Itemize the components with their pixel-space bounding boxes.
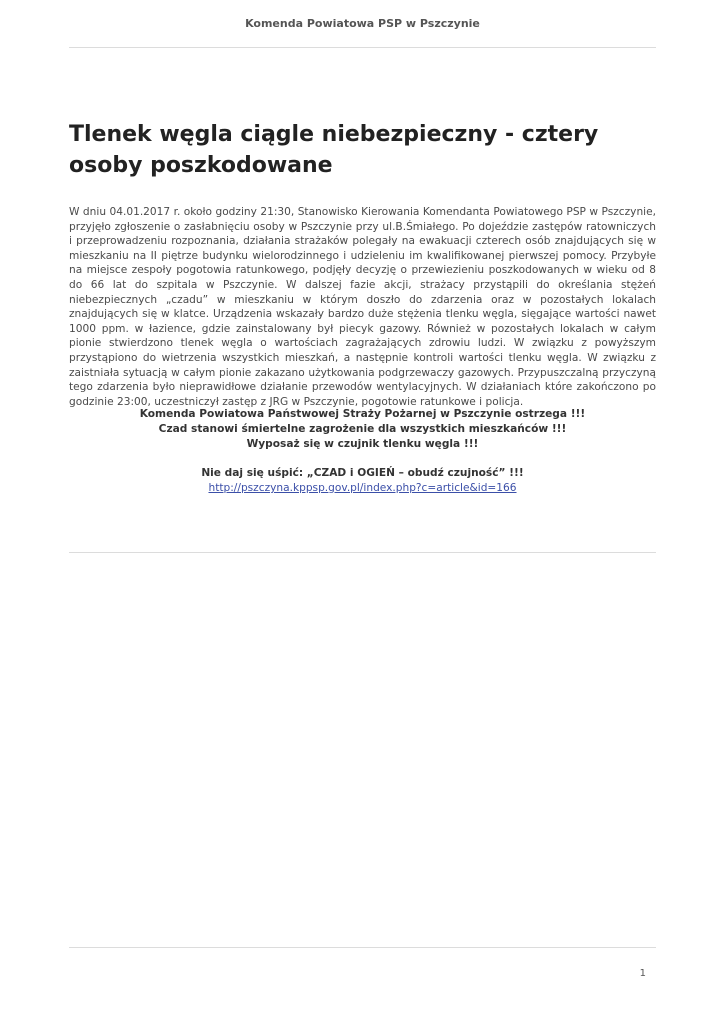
- article-title: Tlenek węgla ciągle niebezpieczny - cztery osoby poszkodowane: [69, 122, 599, 178]
- footer-divider: [69, 947, 656, 948]
- notice-line-warning: Komenda Powiatowa Państwowej Straży Pożarnej w Pszczynie ostrzega !!!: [139, 408, 586, 420]
- notice-line-danger: Czad stanowi śmiertelne zagrożenie dla wszystkich mieszkańców !!!: [158, 422, 567, 435]
- warning-notice: [69, 407, 656, 496]
- notice-line-detector: Wyposaż się w czujnik tlenku węgla !!!: [246, 437, 479, 450]
- article-source-link[interactable]: http://pszczyna.kppsp.gov.pl/index.php?c=article&id=166: [208, 481, 517, 494]
- site-header-title: Komenda Powiatowa PSP w Pszczynie: [245, 17, 480, 30]
- content-divider: [69, 552, 656, 553]
- article-body: W dniu 04.01.2017 r. około godziny 21:30, Stanowisko Kierowania Komendanta Powiatowego PSP w Pszczynie, przyjęło zgłoszenie o zasłabnięciu osoby w Pszczynie przy ul.B.Śmiałego. Po dojeździe zastępów ratowniczych i przeprowadzeniu rozpoznania, działania strażaków polegały na ewakuacji czterech osób znajdujących się w mieszkaniu na II piętrze budynku wielorodzinnego i udzieleniu im kwalifikowanej pierwszej pomocy. Przybyłe na miejsce zespoły pogotowia ratunkowego, podjęły decyzję o przewiezieniu poszkodowanych w wieku od 8 do 66 lat do szpitala w Pszczynie. W dalszej fazie akcji, strażacy przystąpili do określania stężeń niebezpiecznych „czadu” w mieszkaniu w którym doszło do zdarzenia oraz w pozostałych lokalach znajdujących się w klatce. Urządzenia wskazały bardzo duże stężenia tlenku węgla, sięgające wartości nawet 1000 ppm. w łazience, gdzie zainstalowany był piecyk gazowy. Również w pozostałych lokalach w całym pionie stwierdzono tlenek węgla o wartościach zagrażających zdrowiu ludzi. W związku z powyższym przystąpiono do wietrzenia wszystkich mieszkań, a następnie kontroli wartości tlenku węgla. W związku z zaistniała sytuacją w całym pionie zakazano użytkowania podgrzewaczy gazowych. Przypuszczalną przyczyną tego zdarzenia było nieprawidłowe działanie przewodów wentylacyjnych. W działaniach które zakończono po godzinie 23:00, uczestniczył zastęp z JRG w Pszczynie, pogotowie ratunkowe i policja.: [69, 206, 656, 408]
- page-number: 1: [639, 968, 646, 979]
- notice-line-slogan: Nie daj się uśpić: „CZAD i OGIEŃ – obudź czujność” !!!: [201, 467, 524, 480]
- header-divider: [69, 47, 656, 48]
- notice-spacer: [69, 451, 656, 466]
